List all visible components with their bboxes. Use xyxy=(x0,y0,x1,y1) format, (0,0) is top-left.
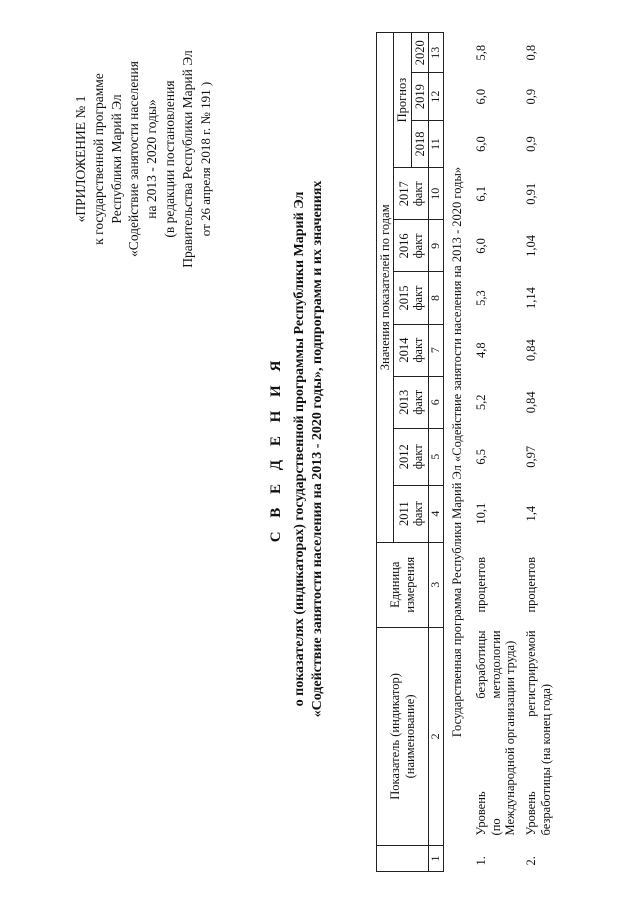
header-year: 2014 факт xyxy=(394,324,429,376)
header-year: 2018 xyxy=(411,120,428,167)
header-row-1 xyxy=(377,33,394,872)
column-number: 2 xyxy=(429,627,444,845)
row-unit: процентов xyxy=(524,556,539,613)
column-number: 5 xyxy=(429,428,444,485)
column-number: 6 xyxy=(429,376,444,428)
row-value: 5,3 xyxy=(474,290,489,306)
row-value: 6,0 xyxy=(474,238,489,254)
column-number: 13 xyxy=(429,33,444,73)
row-value: 10,1 xyxy=(474,502,489,525)
header-year: 2017 факт xyxy=(394,168,429,220)
header-year: 2011 факт xyxy=(394,485,429,542)
title-subtitle xyxy=(291,19,327,879)
row-indicator-name: Уровень регистрируемой безработицы (на конец года) xyxy=(524,630,553,836)
column-number: 11 xyxy=(429,120,444,167)
section-row xyxy=(443,33,468,872)
row-value: 5,2 xyxy=(474,394,489,411)
row-unit: процентов xyxy=(474,556,489,613)
row-value: 6,0 xyxy=(474,88,489,105)
row-value: 0,97 xyxy=(524,445,539,468)
row-value: 1,14 xyxy=(524,287,539,309)
row-value: 1,04 xyxy=(524,234,539,257)
title-main: С В Е Д Е Н И Я xyxy=(268,355,284,543)
row-value: 6,0 xyxy=(474,136,489,152)
header-year: 2013 факт xyxy=(394,376,429,428)
appendix-line: (в редакции постановления xyxy=(162,80,178,238)
column-number: 4 xyxy=(429,485,444,542)
appendix-line: Правительства Республики Марий Эл xyxy=(179,50,195,268)
row-value: 6,1 xyxy=(474,185,489,202)
row-value: 4,8 xyxy=(474,342,489,358)
appendix-line: на 2013 - 2020 годы» xyxy=(144,99,160,219)
column-number-row xyxy=(429,33,444,872)
header-year: 2015 факт xyxy=(394,272,429,324)
indicator-table xyxy=(376,32,554,872)
column-number: 10 xyxy=(429,168,444,220)
row-value: 0,9 xyxy=(524,88,539,105)
row-value: 6,5 xyxy=(474,448,489,465)
row-value: 0,84 xyxy=(524,339,539,362)
column-number: 7 xyxy=(429,324,444,376)
header-year: 2019 xyxy=(411,73,428,120)
title-subtitle-line2: «Содействие занятости населения на 2013 - 2020 годы», подпрограмм и их значениях xyxy=(310,180,326,718)
table-row xyxy=(468,33,518,872)
header-index xyxy=(377,845,429,871)
appendix-line: «ПРИЛОЖЕНИЕ № 1 xyxy=(73,95,88,223)
row-value: 0,8 xyxy=(524,44,539,61)
column-number: 9 xyxy=(429,220,444,272)
column-number: 8 xyxy=(429,272,444,324)
row-value: 5,8 xyxy=(474,44,489,61)
row-value: 0,84 xyxy=(524,391,539,414)
header-year: 2012 факт xyxy=(394,428,429,485)
appendix-line-amendment-date: от 26 апреля 2018 г. № 191 ) xyxy=(197,81,213,237)
appendix-line: к государственной программе xyxy=(90,73,106,245)
header-year: 2020 xyxy=(411,33,428,73)
header-year: 2016 факт xyxy=(394,220,429,272)
row-indicator-name: Уровень безработицы (по методологии Международной организации труда) xyxy=(474,630,518,836)
appendix-header xyxy=(72,29,214,289)
row-index: 1. xyxy=(474,856,489,866)
row-index: 2. xyxy=(524,856,539,866)
header-indicator: Показатель (индикатор) (наименование) xyxy=(377,627,429,845)
document-title xyxy=(268,19,327,879)
row-value: 0,91 xyxy=(524,182,539,205)
appendix-line: Республики Марий Эл xyxy=(108,94,124,224)
title-subtitle-line1: о показателях (индикаторах) государственной программы Республики Марий Эл xyxy=(292,191,307,707)
row-value: 0,9 xyxy=(524,136,539,152)
header-values-by-year: Значения показателей по годам xyxy=(377,33,394,543)
row-value: 1,4 xyxy=(524,505,539,522)
column-number: 3 xyxy=(429,542,444,627)
table-row xyxy=(518,33,554,872)
header-unit: Единица измерения xyxy=(377,542,429,627)
column-number: 1 xyxy=(429,845,444,871)
column-number: 12 xyxy=(429,73,444,120)
appendix-line: «Содействие занятости населения xyxy=(126,61,142,257)
section-title: Государственная программа Республики Марий Эл «Содействие занятости населения на 2013 - 2020 годы» xyxy=(449,166,464,738)
header-forecast: Прогноз xyxy=(394,33,411,168)
